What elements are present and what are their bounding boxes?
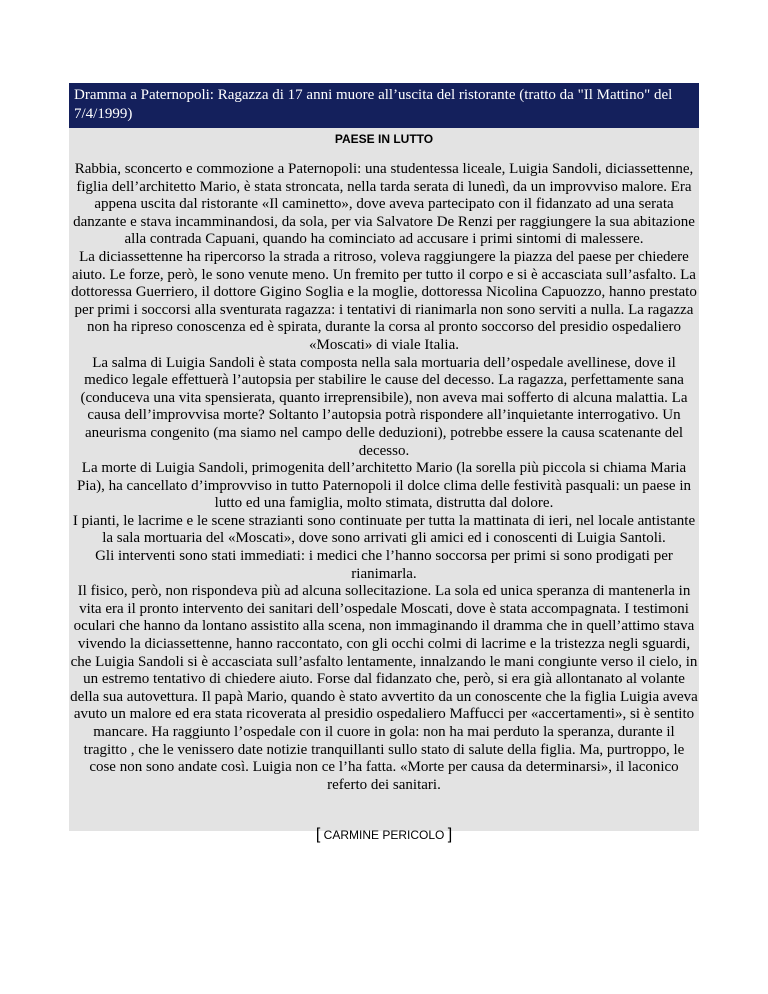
paragraph: La morte di Luigia Sandoli, primogenita dell’architetto Mario (la sorella più piccola si chiama Maria Pia), ha cancellato d’improvviso in tutto Paternopoli il dolce clima delle festività pasquali: un paese in lutto ed una famiglia, molto stimata, distrutta dal dolore. — [76, 460, 691, 512]
author-name: CARMINE PERICOLO — [323, 828, 445, 843]
paragraph: La salma di Luigia Sandoli è stata composta nella sala mortuaria dell’ospedale avellinese, dove il medico legale effettuerà l’autopsia per stabilire le cause del decesso. La ragazza, perfettamente sana (conduceva una vita spensierata, quanto irreprensibile), non aveva mai sofferto di alcuna malattia. La causa dell’improvvisa morte? Soltanto l’autopsia potrà rispondere all’inquietante interrogativo. Un aneurisma congenito (ma siamo nel campo delle deduzioni), potrebbe essere la causa scatenante del decesso. — [80, 354, 688, 459]
article-body — [69, 161, 699, 794]
paragraph: Rabbia, sconcerto e commozione a Paternopoli: una studentessa liceale, Luigia Sandoli, diciassettenne, figlia dell’architetto Mario, è stata stroncata, nella tarda serata di lunedì, da un improvviso malore. Era appena uscita dal ristorante «Il caminetto», dove aveva partecipato con il fidanzato ad una serata danzante e stava incamminandosi, da sola, per via Salvatore De Renzi per raggiungere la sua abitazione alla contrada Capuani, quando ha cominciato ad accusare i primi sintomi di malessere. — [73, 161, 695, 248]
section-title: PAESE IN LUTTO — [334, 132, 434, 146]
byline-open-bracket: [ — [315, 826, 321, 844]
article-panel — [69, 83, 699, 844]
paragraph: La diciassettenne ha ripercorso la strada a ritroso, voleva raggiungere la piazza del paese per chiedere aiuto. Le forze, però, le sono venute meno. Un fremito per tutto il corpo e si è accasciata sull’asfalto. La dottoressa Guerriero, il dottore Gigino Soglia e la moglie, dottoressa Nicolina Capuozzo, hanno prestato per primi i soccorsi alla sventurata ragazza: i tentativi di rianimarla non sono serviti a nulla. La ragazza non ha ripreso conoscenza ed è spirata, durante la corsa al pronto soccorso del presidio ospedaliero «Moscati» di viale Italia. — [71, 248, 697, 353]
paragraph: Gli interventi sono stati immediati: i medici che l’hanno soccorsa per primi si sono prodigati per rianimarla. — [95, 548, 673, 582]
paragraph: Il fisico, però, non rispondeva più ad alcuna sollecitazione. La sola ed unica speranza di mantenerla in vita era il pronto intervento dei sanitari dell’ospedale Moscati, dove è stata accompagnata. I testimoni oculari che hanno da lontano assistito alla scena, non immaginando il dramma che in quell’attimo stava vivendo la diciassettenne, hanno raccontato, con gli occhi colmi di lacrime e la tristezza negli sguardi, che Luigia Sandoli si è accasciata sull’asfalto lentamente, innalzando le mani congiunte verso il cielo, in un estremo tentativo di chiedere aiuto. Forse dal fidanzato che, però, si era già allontanato al volante della sua autovettura. Il papà Mario, quando è stato avvertito da un conoscente che la figlia Luigia aveva avuto un malore ed era stata ricoverata al presidio ospedaliero Maffucci per «accertamenti», si è sentito mancare. Ha raggiunto l’ospedale con il cuore in gola: non ha mai perduto la speranza, durante il tragitto , che le venissero date notizie tranquillanti sullo stato di salute della figlia. Ma, purtroppo, le cose non sono andate così. Luigia non ce l’ha fatta. «Morte per causa da determinarsi», il laconico referto dei sanitari. — [70, 583, 698, 793]
article-headline: Dramma a Paternopoli: Ragazza di 17 anni muore all’uscita del ristorante (tratto da "Il Mattino" del 7/4/1999) — [69, 83, 699, 128]
byline-close-bracket: ] — [447, 826, 453, 844]
paragraph: I pianti, le lacrime e le scene strazianti sono continuate per tutta la mattinata di ieri, nel locale antistante la sala mortuaria del «Moscati», dove sono arrivati gli amici ed i conoscenti di Luigia Santoli. — [72, 512, 696, 547]
author-byline — [69, 826, 699, 844]
